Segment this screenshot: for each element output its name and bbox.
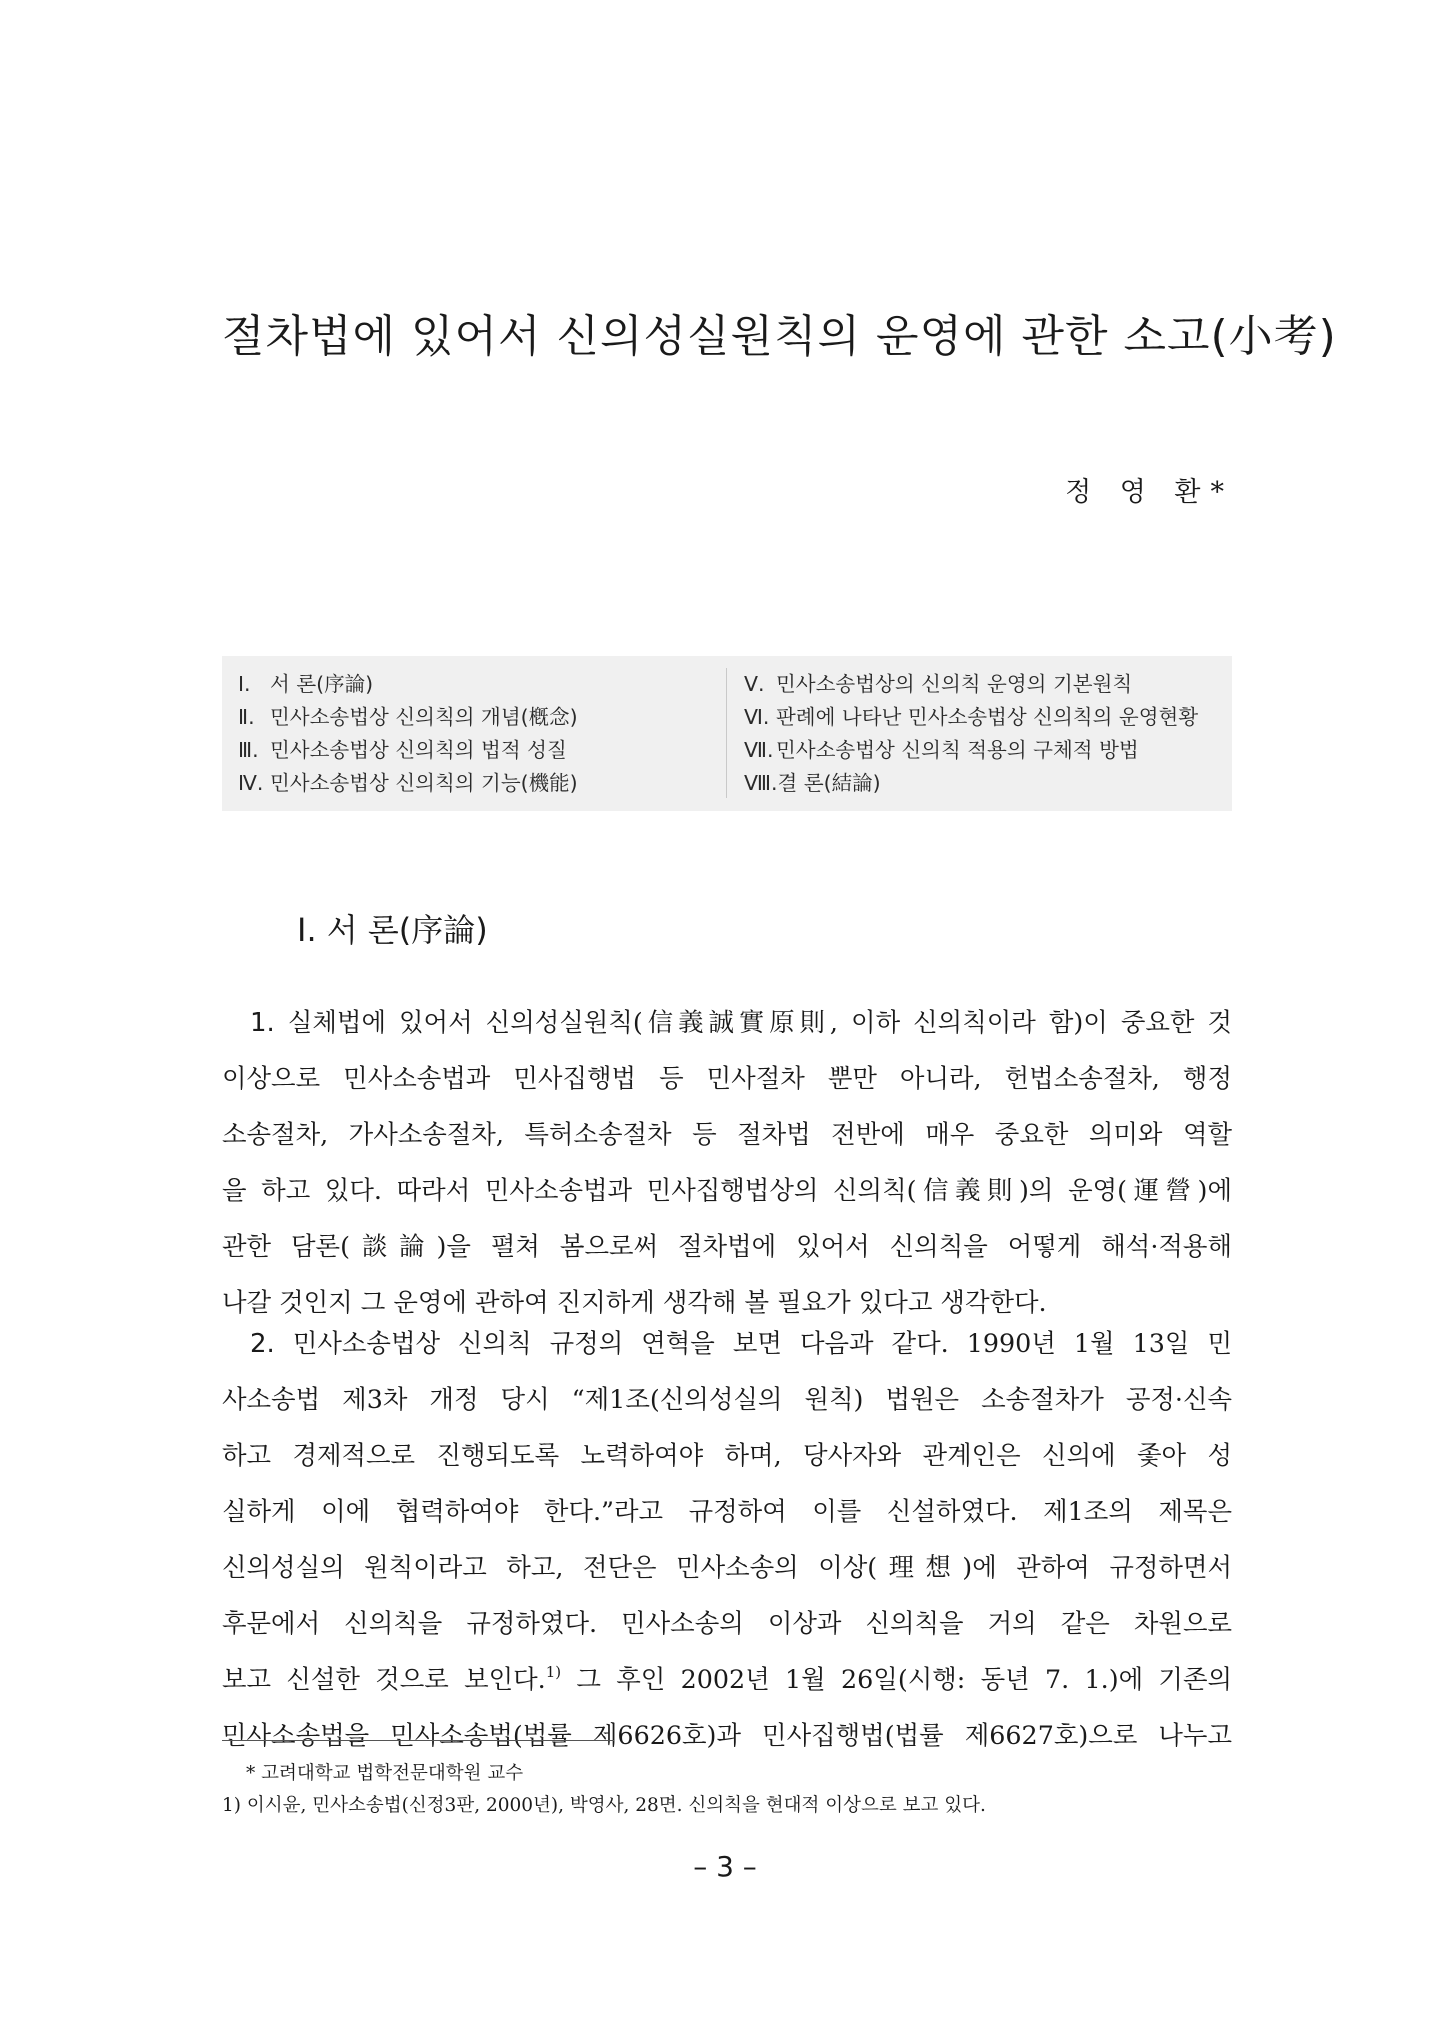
- toc-item: Ⅱ. 민사소송법상 신의칙의 개념(槪念): [238, 705, 578, 729]
- paragraph-line: 민사소송법을 민사소송법(법률 제6626호)과 민사집행법(법률 제6627호)으로 나누고: [222, 1720, 1232, 1750]
- paragraph-line: 2. 민사소송법상 신의칙 규정의 연혁을 보면 다음과 같다. 1990년 1월 13일 민: [250, 1328, 1232, 1359]
- paragraph-2: [222, 1315, 1232, 1763]
- paragraph-line: 을 하고 있다. 따라서 민사소송법과 민사집행법상의 신의칙(信義則)의 운영(運營)에: [222, 1175, 1232, 1205]
- toc-item: Ⅵ. 판례에 나타난 민사소송법상 신의칙의 운영현황: [744, 705, 1199, 729]
- toc-right-column: [744, 668, 1198, 800]
- paragraph-1: [222, 994, 1232, 1330]
- footnotes: [222, 1758, 986, 1822]
- section-heading: Ⅰ. 서 론(序論): [297, 911, 488, 949]
- paragraph-line: 소송절차, 가사소송절차, 특허소송절차 등 절차법 전반에 매우 중요한 의미와 역할: [222, 1119, 1232, 1149]
- table-of-contents: [222, 656, 1232, 811]
- toc-item: Ⅰ. 서 론(序論): [238, 672, 374, 696]
- author-name: 정 영 환*: [1065, 477, 1234, 508]
- paragraph-line: 실하게 이에 협력하여야 한다.”라고 규정하여 이를 신설하였다. 제1조의 제목은: [222, 1496, 1232, 1526]
- paragraph-line: 관한 담론(談論)을 펼쳐 봄으로써 절차법에 있어서 신의칙을 어떻게 해석·적용해: [222, 1231, 1232, 1261]
- footnote-divider: [222, 1740, 614, 1741]
- paragraph-line: 사소송법 제3차 개정 당시 “제1조(신의성실의 원칙) 법원은 소송절차가 공정·신속: [222, 1384, 1232, 1414]
- toc-item: Ⅷ.결 론(結論): [744, 771, 881, 795]
- paragraph-line: 이상으로 민사소송법과 민사집행법 등 민사절차 뿐만 아니라, 헌법소송절차, 행정: [222, 1063, 1232, 1093]
- toc-divider: [726, 668, 727, 798]
- footnote-1: 1) 이시윤, 민사소송법(신정3판, 2000년), 박영사, 28면. 신의칙을 현대적 이상으로 보고 있다.: [222, 1795, 986, 1816]
- paragraph-line: 하고 경제적으로 진행되도록 노력하여야 하며, 당사자와 관계인은 신의에 좇아 성: [222, 1440, 1232, 1470]
- toc-item: Ⅶ. 민사소송법상 신의칙 적용의 구체적 방법: [744, 738, 1139, 762]
- toc-item: Ⅲ. 민사소송법상 신의칙의 법적 성질: [238, 738, 567, 762]
- page-number: – 3 –: [693, 1850, 757, 1883]
- toc-item: Ⅴ. 민사소송법상의 신의칙 운영의 기본원칙: [744, 672, 1133, 696]
- paragraph-line: 후문에서 신의칙을 규정하였다. 민사소송의 이상과 신의칙을 거의 같은 차원으로: [222, 1608, 1232, 1638]
- paragraph-line: 신의성실의 원칙이라고 하고, 전단은 민사소송의 이상(理想)에 관하여 규정하면서: [222, 1552, 1232, 1582]
- toc-item: Ⅳ. 민사소송법상 신의칙의 기능(機能): [238, 771, 578, 795]
- paragraph-line: 1. 실체법에 있어서 신의성실원칙(信義誠實原則, 이하 신의칙이라 함)이 중요한 것: [250, 1007, 1233, 1038]
- footnote-author: * 고려대학교 법학전문대학원 교수: [246, 1763, 524, 1784]
- paragraph-line: 나갈 것인지 그 운영에 관하여 진지하게 생각해 볼 필요가 있다고 생각한다.: [222, 1287, 1047, 1317]
- toc-left-column: [238, 668, 578, 800]
- paragraph-line: 보고 신설한 것으로 보인다.$^{1)}$ 그 후인 2002년 1월 26일(시행: 동년 7. 1.)에 기존의: [222, 1663, 1232, 1694]
- paper-title: 절차법에 있어서 신의성실원칙의 운영에 관한 소고(小考): [222, 311, 1337, 362]
- footnote-ref[interactable]: 1): [545, 1663, 562, 1681]
